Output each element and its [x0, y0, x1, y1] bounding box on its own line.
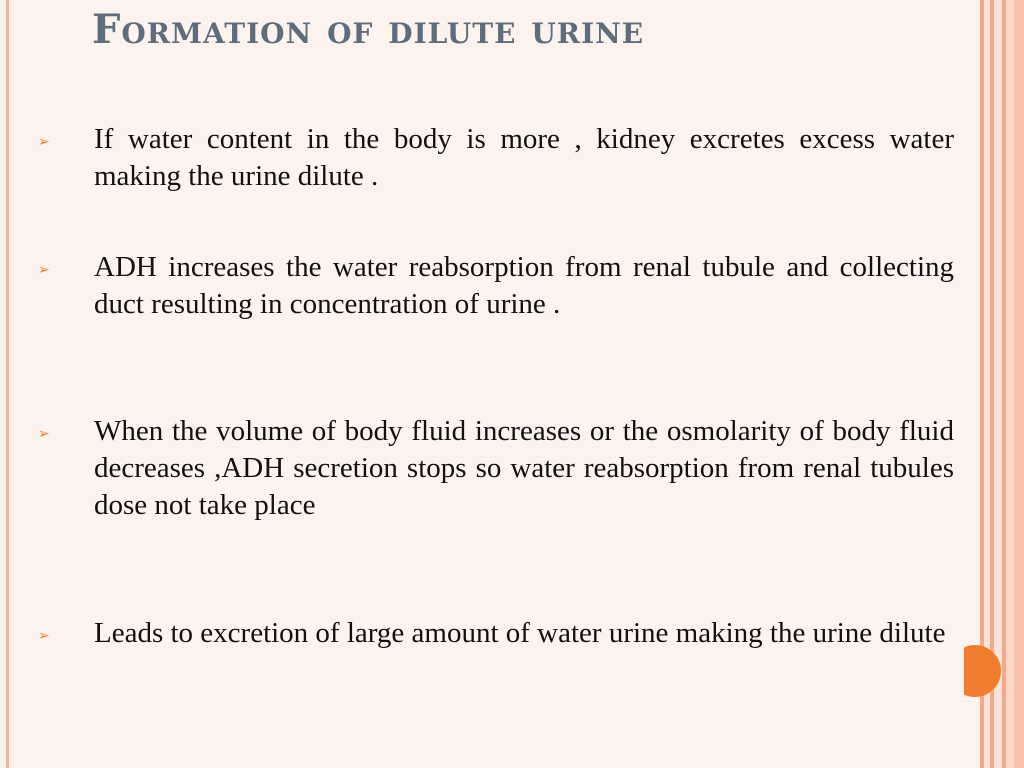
bullet-arrow-icon: ➢: [38, 628, 50, 644]
slide-title: Formation of dilute urine: [92, 6, 645, 53]
bullet-item: When the volume of body fluid increases or the osmolarity of body fluid decreases ,ADH secretion stops so water reabsorption from renal tubules dose not take place: [94, 415, 954, 521]
bullet-item: Leads to excretion of large amount of water urine making the urine dilute: [94, 617, 946, 649]
right-stripe-decoration: [994, 0, 1002, 768]
bullet-arrow-icon: ➢: [38, 262, 50, 278]
bullet-item: ADH increases the water reabsorption from renal tubule and collecting duct resulting in concentration of urine .: [94, 251, 954, 320]
bullet-arrow-icon: ➢: [38, 426, 50, 442]
bullet-item: If water content in the body is more , kidney excretes excess water making the urine dilute .: [94, 123, 954, 192]
left-border-decoration: [6, 0, 9, 768]
right-stripe-decoration: [1006, 0, 1014, 768]
bullet-arrow-icon: ➢: [38, 134, 50, 150]
right-stripe-decoration: [1014, 0, 1024, 768]
